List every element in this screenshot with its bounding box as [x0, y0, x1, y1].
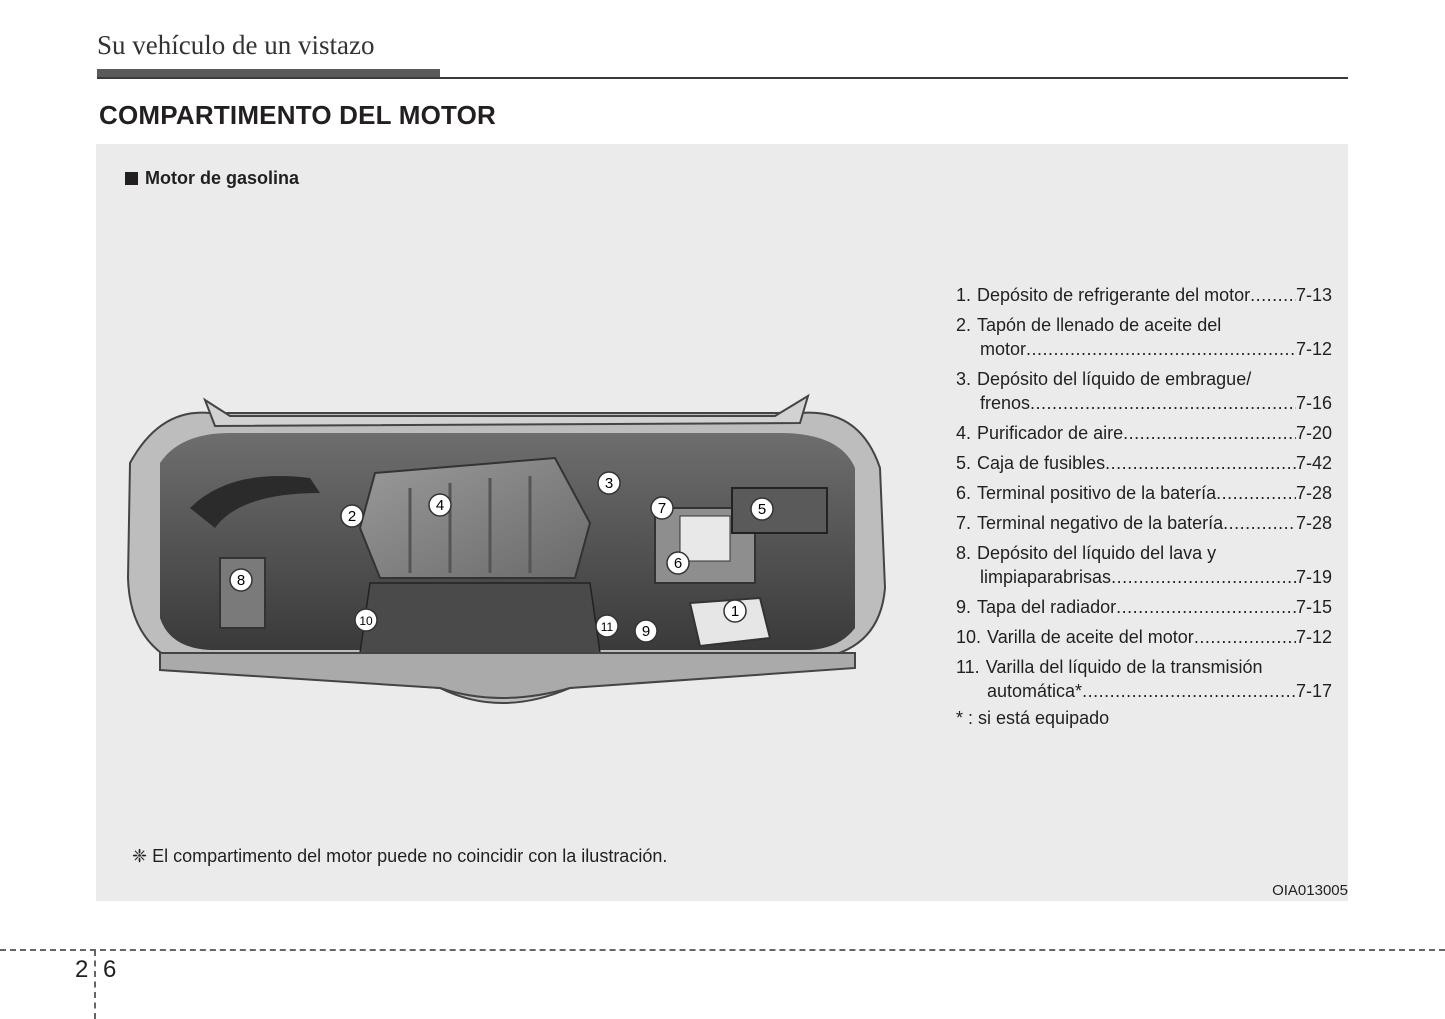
- legend-item: 9. Tapa del radiador ..... 7-15: [956, 595, 1332, 619]
- callout-3: [598, 472, 620, 494]
- callout-8: [230, 569, 252, 591]
- callout-2: [341, 505, 363, 527]
- footer-dashed-divider: [94, 950, 96, 1019]
- illustration-note: ❈ El compartimento del motor puede no coincidir con la ilustración.: [132, 846, 668, 866]
- svg-text:5: 5: [757, 501, 767, 518]
- legend-item: 2. Tapón de llenado de aceite del motor ..... 7-12: [956, 313, 1332, 361]
- legend-item: 3. Depósito del líquido de embrague/ frenos ..... 7-16: [956, 367, 1332, 415]
- hood-edge: [205, 396, 808, 426]
- intake-manifold: [360, 583, 600, 653]
- square-bullet-icon: [125, 172, 138, 185]
- svg-text:8: 8: [236, 572, 246, 589]
- legend-item: 5. Caja de fusibles ..... 7-42: [956, 451, 1332, 475]
- svg-text:7: 7: [657, 500, 667, 517]
- legend-item: 4. Purificador de aire ..... 7-20: [956, 421, 1332, 445]
- svg-text:9: 9: [641, 623, 651, 640]
- callout-9: [635, 620, 657, 642]
- fuse-box: [732, 488, 827, 533]
- image-code: OIA013005: [1272, 882, 1348, 899]
- callout-4: [429, 494, 451, 516]
- legend-list: [956, 283, 1332, 709]
- svg-text:2: 2: [347, 508, 357, 525]
- engine-compartment-illustration: [120, 388, 890, 723]
- section-title: COMPARTIMENTO DEL MOTOR: [99, 100, 497, 130]
- callout-7: [651, 497, 673, 519]
- legend-item: 11. Varilla del líquido de la transmisión automática* ..... 7-17: [956, 655, 1332, 703]
- footer-dashed-rule: [0, 949, 1445, 951]
- subheading: [125, 168, 299, 189]
- legend-item: 8. Depósito del líquido del lava y limpiaparabrisas ..... 7-19: [956, 541, 1332, 589]
- legend-item: 10. Varilla de aceite del motor ..... 7-12: [956, 625, 1332, 649]
- callout-5: [751, 498, 773, 520]
- svg-text:4: 4: [435, 497, 445, 514]
- footnote: * : si está equipado: [956, 708, 1110, 728]
- header-title: Su vehículo de un vistazo: [97, 30, 375, 60]
- page-number: 6: [103, 956, 117, 983]
- engine-cover: [360, 458, 590, 578]
- svg-text:10: 10: [359, 614, 373, 628]
- legend-item: 7. Terminal negativo de la batería ..... 7-28: [956, 511, 1332, 535]
- subheading-text: Motor de gasolina: [145, 168, 300, 188]
- svg-text:3: 3: [604, 475, 614, 492]
- callout-11: [596, 615, 618, 637]
- header-rule: [97, 77, 1348, 79]
- legend-item: 6. Terminal positivo de la batería ..... 7-28: [956, 481, 1332, 505]
- callout-10: [355, 609, 377, 631]
- callout-6: [667, 552, 689, 574]
- chapter-number: 2: [75, 956, 89, 983]
- svg-text:1: 1: [730, 603, 740, 620]
- callout-1: [724, 600, 746, 622]
- svg-text:11: 11: [600, 620, 614, 634]
- legend-item: 1. Depósito de refrigerante del motor ..... 7-13: [956, 283, 1332, 307]
- front-panel: [160, 653, 855, 698]
- svg-text:6: 6: [673, 555, 683, 572]
